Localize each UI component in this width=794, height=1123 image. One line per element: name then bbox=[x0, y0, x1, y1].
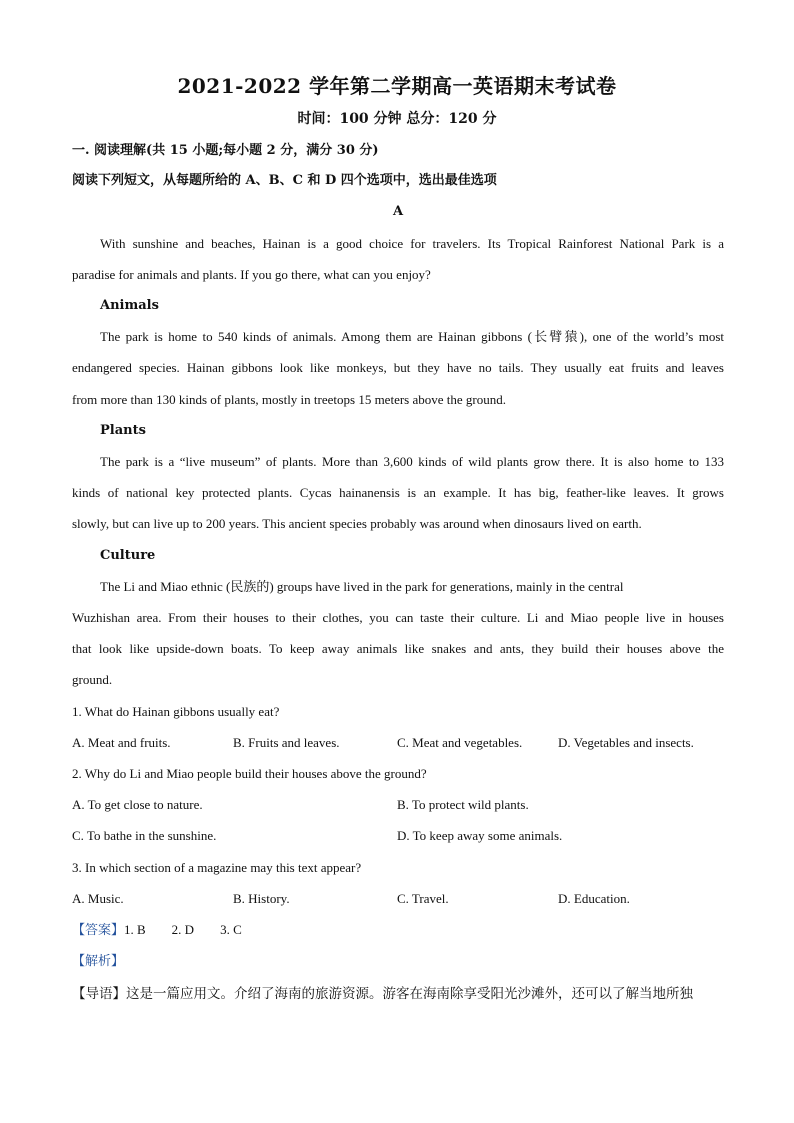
question-3-stem: 3. In which section of a magazine may this text appear? bbox=[72, 860, 362, 875]
question-1-stem: 1. What do Hainan gibbons usually eat? bbox=[72, 704, 280, 719]
animals-heading: Animals bbox=[100, 298, 159, 313]
analysis-label: 【解析】 bbox=[72, 954, 125, 969]
answer-line bbox=[72, 922, 724, 939]
passage-label: A bbox=[392, 204, 404, 219]
plants-line-3: slowly, but can live up to 200 years. This ancient species probably was around when dinosaurs lived on earth. bbox=[72, 516, 642, 531]
exam-title: 2021-2022 学年第二学期高一英语期末考试卷 bbox=[177, 74, 617, 98]
answer-label: 【答案】 bbox=[72, 923, 125, 938]
culture-heading: Culture bbox=[100, 548, 156, 563]
analysis-line bbox=[72, 953, 724, 970]
question-2-option-d: D. To keep away some animals. bbox=[397, 828, 563, 843]
question-1-option-c: C. Meat and vegetables. bbox=[397, 735, 523, 750]
guide-line bbox=[72, 986, 732, 1002]
plants-line-1: The park is a “live museum” of plants. More than 3,600 kinds of wild plants grow there. It is also home to 133 bbox=[100, 454, 724, 469]
question-2-option-a: A. To get close to nature. bbox=[72, 797, 203, 812]
animals-line-3: from more than 130 kinds of plants, mostly in treetops 15 meters above the ground. bbox=[72, 392, 506, 407]
plants-heading: Plants bbox=[100, 423, 146, 438]
culture-line-1: The Li and Miao ethnic (民族的) groups have lived in the park for generations, mainly in the central bbox=[100, 579, 624, 594]
question-3-option-a: A. Music. bbox=[72, 891, 124, 906]
answer-values: 1. B 2. D 3. C bbox=[124, 922, 242, 937]
question-3-option-b: B. History. bbox=[233, 891, 290, 906]
question-2-option-c: C. To bathe in the sunshine. bbox=[72, 828, 217, 843]
question-1-option-b: B. Fruits and leaves. bbox=[233, 735, 340, 750]
section-instruction: 阅读下列短文，从每题所给的 A、B、C 和 D 四个选项中，选出最佳选项 bbox=[72, 173, 497, 188]
plants-line-2: kinds of national key protected plants. Cycas hainanensis is an example. It has big, feather-like leaves. It grows bbox=[72, 485, 724, 500]
question-1-option-a: A. Meat and fruits. bbox=[72, 735, 171, 750]
question-2-stem: 2. Why do Li and Miao people build their houses above the ground? bbox=[72, 766, 427, 781]
culture-line-3: that look like upside-down boats. To keep away animals like snakes and ants, they build their houses above the bbox=[72, 641, 724, 656]
animals-line-1: The park is home to 540 kinds of animals. Among them are Hainan gibbons (长臂猿), one of the world’s most bbox=[100, 329, 724, 344]
guide-text: 这是一篇应用文。介绍了海南的旅游资源。游客在海南除享受阳光沙滩外，还可以了解当地所独 bbox=[126, 986, 693, 1002]
culture-line-2: Wuzhishan area. From their houses to their clothes, you can taste their culture. Li and Miao people live in houses bbox=[72, 610, 724, 625]
culture-line-4: ground. bbox=[72, 672, 113, 687]
section-heading: 一. 阅读理解(共 15 小题;每小题 2 分，满分 30 分) bbox=[72, 143, 379, 158]
question-2-option-b: B. To protect wild plants. bbox=[397, 797, 529, 812]
question-1-option-d: D. Vegetables and insects. bbox=[558, 735, 694, 750]
passage-intro-line-2: paradise for animals and plants. If you go there, what can you enjoy? bbox=[72, 267, 431, 282]
animals-line-2: endangered species. Hainan gibbons look like monkeys, but they have no tails. They usually eat fruits and leaves bbox=[72, 360, 724, 375]
question-3-option-c: C. Travel. bbox=[397, 891, 449, 906]
guide-label: 【导语】 bbox=[72, 986, 126, 1002]
exam-time-info: 时间：100 分钟 总分：120 分 bbox=[297, 111, 497, 127]
passage-intro-line-1: With sunshine and beaches, Hainan is a good choice for travelers. Its Tropical Rainforest National Park is a bbox=[100, 236, 724, 251]
question-3-option-d: D. Education. bbox=[558, 891, 630, 906]
